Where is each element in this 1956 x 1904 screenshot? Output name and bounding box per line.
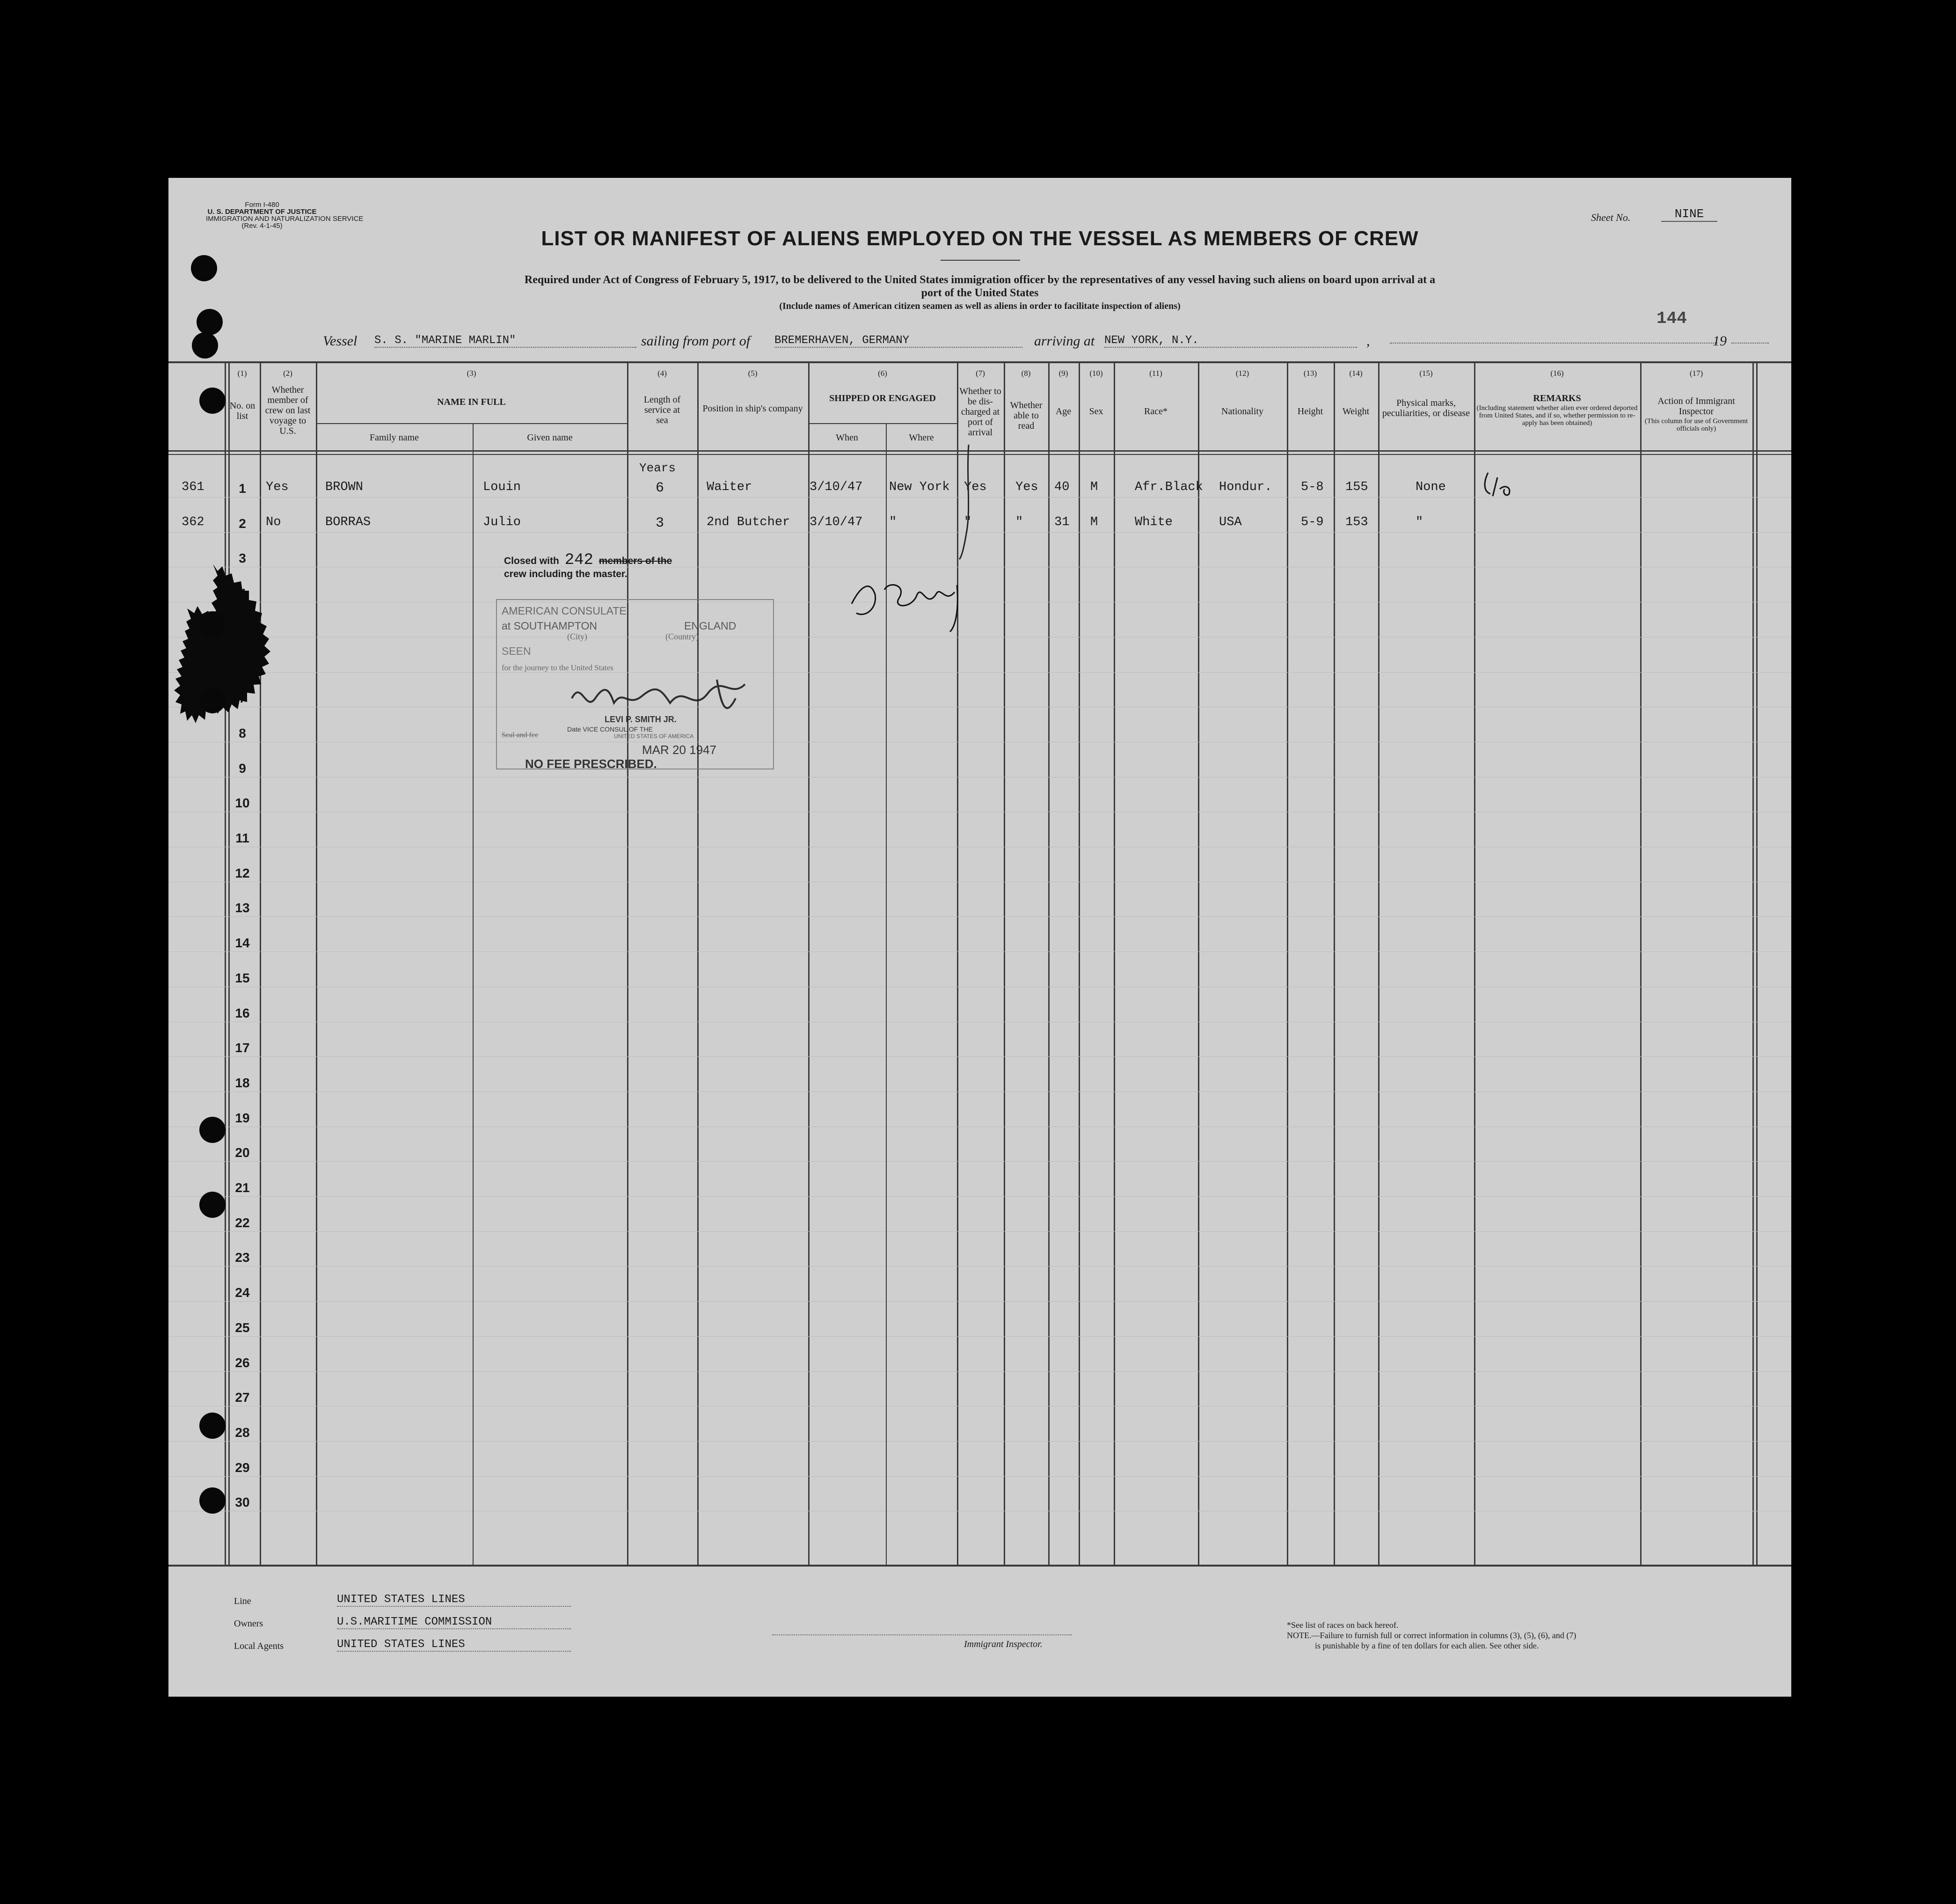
column-rule bbox=[225, 361, 226, 1565]
row-number: 10 bbox=[235, 796, 250, 810]
row-number: 18 bbox=[235, 1076, 250, 1090]
row-service: 6 bbox=[656, 480, 664, 496]
row-number: 8 bbox=[239, 726, 246, 740]
title-rule bbox=[941, 260, 1020, 261]
row-position: Waiter bbox=[707, 480, 752, 494]
row-service: 3 bbox=[656, 515, 664, 531]
footer-note-2: NOTE.—Failure to furnish full or correct information in columns (3), (5), (6), and (7) bbox=[1287, 1631, 1576, 1640]
column-rule bbox=[260, 361, 261, 1565]
binder-hole bbox=[199, 1487, 226, 1514]
stamp-seen: SEEN bbox=[502, 645, 531, 657]
col2-label: Whether member of crew on last voyage to U.S. bbox=[265, 385, 311, 436]
col14-label: Weight bbox=[1342, 406, 1370, 417]
col15-num: (15) bbox=[1419, 369, 1433, 378]
binder-hole bbox=[197, 309, 223, 335]
row-family: BORRAS bbox=[325, 515, 371, 529]
subtitle-1: Required under Act of Congress of February 5, 1917, to be delivered to the United States immigration officer by the representatives of any vessel having such aliens on board upon arrival at a bbox=[524, 274, 1436, 286]
col5-num: (5) bbox=[748, 369, 758, 378]
col3-family: Family name bbox=[370, 432, 419, 443]
row-rule bbox=[168, 1161, 1791, 1162]
row-marks: None bbox=[1416, 480, 1446, 494]
col11-label: Race* bbox=[1144, 406, 1168, 417]
form-number: Form I-480 bbox=[245, 201, 279, 209]
closed-note bbox=[504, 551, 672, 569]
column-rule bbox=[1198, 361, 1199, 1565]
subtitle-2: port of the United States bbox=[921, 287, 1039, 299]
col10-num: (10) bbox=[1089, 369, 1103, 378]
row-number: 20 bbox=[235, 1145, 250, 1160]
stamp-title bbox=[567, 725, 653, 733]
row-number: 11 bbox=[235, 831, 249, 845]
column-rule bbox=[1287, 361, 1288, 1565]
row-rule bbox=[168, 1476, 1791, 1477]
years-label: Years bbox=[639, 461, 676, 475]
col16-label: REMARKS bbox=[1533, 393, 1581, 403]
name-subheader-rule bbox=[316, 423, 627, 424]
col17-num: (17) bbox=[1689, 369, 1703, 378]
row-margin: 361 bbox=[182, 480, 204, 494]
subtitle-3: (Include names of American citizen seamen as well as aliens in order to facilitate inspection of aliens) bbox=[779, 301, 1181, 311]
port-label: sailing from port of bbox=[641, 333, 751, 349]
row-when: 3/10/47 bbox=[810, 515, 863, 529]
row-position: 2nd Butcher bbox=[707, 515, 790, 529]
row-number: 27 bbox=[235, 1390, 250, 1405]
row-marks: " bbox=[1416, 515, 1423, 529]
col7-num: (7) bbox=[976, 369, 985, 378]
row-sex: M bbox=[1090, 480, 1098, 494]
row-nationality: Hondur. bbox=[1219, 480, 1272, 494]
row-rule bbox=[168, 672, 1791, 673]
inspector-label: Immigrant Inspector. bbox=[964, 1639, 1043, 1649]
col6-label: SHIPPED OR ENGAGED bbox=[829, 393, 936, 403]
column-rule bbox=[1640, 361, 1642, 1565]
stamp-city-hint: (City) bbox=[567, 632, 587, 641]
row-number: 22 bbox=[235, 1216, 250, 1230]
table-top-rule bbox=[168, 361, 1791, 363]
binder-hole bbox=[192, 332, 218, 359]
row-number: 14 bbox=[235, 936, 250, 950]
col2-num: (2) bbox=[283, 369, 292, 378]
col14-num: (14) bbox=[1349, 369, 1363, 378]
row-race: Afr.Black bbox=[1135, 480, 1203, 494]
row-height: 5-9 bbox=[1301, 515, 1324, 529]
column-rule bbox=[1048, 361, 1050, 1565]
column-rule bbox=[627, 361, 628, 1565]
col6-when: When bbox=[836, 432, 858, 443]
row-discharged: " bbox=[964, 515, 972, 529]
stamp-date: MAR 20 1947 bbox=[642, 743, 716, 757]
row-number: 26 bbox=[235, 1355, 250, 1370]
year-line bbox=[1731, 343, 1769, 344]
row-height: 5-8 bbox=[1301, 480, 1324, 494]
col8-num: (8) bbox=[1021, 369, 1031, 378]
row-rule bbox=[168, 532, 1791, 533]
closed-prefix: Closed with bbox=[504, 556, 559, 566]
stamp-consulate: AMERICAN CONSULATE bbox=[502, 605, 627, 617]
row-weight: 153 bbox=[1345, 515, 1368, 529]
table-bottom-rule bbox=[168, 1565, 1791, 1567]
row-rule bbox=[168, 1441, 1791, 1442]
sheet-label: Sheet No. bbox=[1591, 212, 1631, 223]
row-rule bbox=[168, 1301, 1791, 1302]
row-number: 28 bbox=[235, 1425, 250, 1440]
page-title: LIST OR MANIFEST OF ALIENS EMPLOYED ON THE VESSEL AS MEMBERS OF CREW bbox=[541, 227, 1419, 250]
inspector-line bbox=[772, 1634, 1072, 1635]
row-where: New York bbox=[889, 480, 950, 494]
row-number: 25 bbox=[235, 1320, 250, 1335]
footer-note-1: *See list of races on back hereof. bbox=[1287, 1620, 1399, 1630]
row-number: 9 bbox=[239, 761, 246, 776]
row-number: 15 bbox=[235, 971, 250, 985]
row-when: 3/10/47 bbox=[810, 480, 863, 494]
column-rule bbox=[1079, 361, 1080, 1565]
binder-hole bbox=[199, 388, 226, 414]
row-margin: 362 bbox=[182, 515, 204, 529]
footer-owners: U.S.MARITIME COMMISSION bbox=[337, 1616, 571, 1629]
column-rule bbox=[1114, 361, 1115, 1565]
col6-where: Where bbox=[909, 432, 934, 443]
column-rule bbox=[1004, 361, 1005, 1565]
binder-hole bbox=[199, 687, 226, 713]
footer-agents: UNITED STATES LINES bbox=[337, 1638, 571, 1652]
col9-label: Age bbox=[1055, 406, 1072, 417]
row-age: 40 bbox=[1054, 480, 1070, 494]
stamp-title-text: VICE CONSUL OF THE bbox=[583, 725, 653, 733]
row-race: White bbox=[1135, 515, 1173, 529]
row-number: 2 bbox=[239, 516, 246, 531]
column-rule bbox=[808, 361, 810, 1565]
col16-note: (Including statement whether alien ever ordered deported from United States, and if so, whether permission to re-apply has been obtained) bbox=[1476, 404, 1638, 427]
col17-note: (This column for use of Government officials only) bbox=[1644, 417, 1748, 432]
stamp-date-label: Date bbox=[567, 725, 581, 733]
col13-label: Height bbox=[1297, 406, 1323, 417]
arriving-label: arriving at bbox=[1034, 333, 1095, 349]
closed-count: 242 bbox=[564, 551, 593, 569]
row-rule bbox=[168, 1336, 1791, 1337]
footer-agents-label: Local Agents bbox=[234, 1641, 284, 1651]
stamp-country-hint: (Country) bbox=[665, 632, 699, 641]
arriving-value: NEW YORK, N.Y. bbox=[1104, 334, 1357, 348]
column-rule bbox=[1752, 361, 1754, 1565]
stamp-seal: Seal and fee bbox=[502, 731, 539, 739]
row-number: 16 bbox=[235, 1006, 250, 1020]
row-number: 29 bbox=[235, 1460, 250, 1475]
row-number: 17 bbox=[235, 1040, 250, 1055]
binder-hole bbox=[199, 1117, 226, 1143]
col9-num: (9) bbox=[1058, 369, 1068, 378]
row-discharged: Yes bbox=[964, 480, 987, 494]
col3-given: Given name bbox=[527, 432, 573, 443]
separator-comma: , bbox=[1366, 333, 1370, 349]
binder-hole bbox=[191, 255, 217, 281]
binder-hole bbox=[199, 1192, 226, 1218]
col3-num: (3) bbox=[467, 369, 476, 378]
form-id bbox=[206, 201, 364, 230]
row-given: Julio bbox=[483, 515, 521, 529]
column-rule bbox=[697, 361, 699, 1565]
column-rule bbox=[228, 361, 230, 1565]
row-read: " bbox=[1015, 515, 1023, 529]
column-rule bbox=[316, 361, 317, 1565]
stamp-journey: for the journey to the United States bbox=[502, 663, 613, 672]
row-number: 23 bbox=[235, 1250, 250, 1265]
row-rule bbox=[168, 497, 1791, 498]
col3-label: NAME IN FULL bbox=[437, 397, 506, 407]
vessel-label: Vessel bbox=[323, 333, 358, 349]
binder-hole bbox=[199, 611, 226, 637]
stamp-fee: NO FEE PRESCRIBED. bbox=[525, 757, 657, 771]
col13-num: (13) bbox=[1303, 369, 1317, 378]
vessel-name: S. S. "MARINE MARLIN" bbox=[374, 334, 636, 348]
col4-label: Length of service at sea bbox=[643, 395, 681, 425]
row-where: " bbox=[889, 515, 897, 529]
column-rule bbox=[1378, 361, 1379, 1565]
port-value: BREMERHAVEN, GERMANY bbox=[774, 334, 1022, 348]
col5-label: Position in ship's company bbox=[702, 403, 803, 414]
column-rule bbox=[1756, 361, 1758, 1565]
col1-num: (1) bbox=[237, 369, 247, 378]
row-weight: 155 bbox=[1345, 480, 1368, 494]
stamp-country: ENGLAND bbox=[684, 620, 737, 632]
column-rule bbox=[1474, 361, 1475, 1565]
col17-label: Action of Immigrant Inspector bbox=[1657, 396, 1735, 417]
page-number: 144 bbox=[1657, 309, 1687, 328]
col10-label: Sex bbox=[1089, 406, 1103, 417]
consul-signature bbox=[567, 670, 764, 722]
row-rule bbox=[168, 1266, 1791, 1267]
sheet-number: NINE bbox=[1661, 207, 1717, 222]
form-service: IMMIGRATION AND NATURALIZATION SERVICE bbox=[206, 215, 364, 223]
form-dept: U. S. DEPARTMENT OF JUSTICE bbox=[207, 208, 317, 216]
footer-owners-label: Owners bbox=[234, 1618, 263, 1629]
footer-line-label: Line bbox=[234, 1596, 251, 1606]
row-sex: M bbox=[1090, 515, 1098, 529]
row-number: 12 bbox=[235, 866, 250, 880]
col6-num: (6) bbox=[878, 369, 887, 378]
header-bottom-rule-2 bbox=[168, 454, 1791, 455]
manifest-sheet bbox=[168, 178, 1791, 1697]
footer-note-3: is punishable by a fine of ten dollars for each alien. See other side. bbox=[1315, 1641, 1539, 1650]
row-number: 21 bbox=[235, 1180, 250, 1195]
col12-num: (12) bbox=[1235, 369, 1249, 378]
closed-suffix: members of the bbox=[598, 556, 672, 566]
stamp-officer: LEVI P. SMITH JR. bbox=[605, 715, 677, 724]
row-rule bbox=[168, 1196, 1791, 1197]
footer-line: UNITED STATES LINES bbox=[337, 1593, 571, 1607]
row-prev: Yes bbox=[266, 480, 289, 494]
inspector-initials bbox=[842, 566, 973, 632]
row-read: Yes bbox=[1015, 480, 1038, 494]
redaction-blot bbox=[168, 562, 318, 805]
row-number: 1 bbox=[239, 481, 246, 496]
column-rule bbox=[1334, 361, 1335, 1565]
ditto-stroke bbox=[952, 440, 976, 562]
year-label: 19 bbox=[1713, 333, 1727, 349]
remark-mark bbox=[1479, 468, 1521, 505]
row-age: 31 bbox=[1054, 515, 1070, 529]
closed-note-line2: crew including the master. bbox=[504, 569, 628, 579]
row-number: 19 bbox=[235, 1111, 250, 1125]
row-rule bbox=[168, 916, 1791, 917]
row-given: Louin bbox=[483, 480, 521, 494]
col7-label: Whether to be dis-charged at port of arrival bbox=[959, 386, 1001, 438]
row-rule bbox=[168, 1231, 1791, 1232]
col15-label: Physical marks, peculiarities, or disease bbox=[1382, 398, 1470, 418]
stamp-title2: UNITED STATES OF AMERICA bbox=[614, 733, 694, 740]
stamp-city: at SOUTHAMPTON bbox=[502, 620, 598, 632]
col1-label: No. on list bbox=[229, 401, 255, 421]
row-family: BROWN bbox=[325, 480, 364, 494]
row-rule bbox=[168, 1056, 1791, 1057]
col8-label: Whether able to read bbox=[1010, 400, 1043, 431]
row-number: 24 bbox=[235, 1285, 250, 1300]
row-prev: No bbox=[266, 515, 281, 529]
row-number: 3 bbox=[239, 551, 246, 565]
shipped-subheader-rule bbox=[808, 423, 957, 424]
form-rev: (Rev. 4-1-45) bbox=[241, 222, 283, 230]
row-number: 30 bbox=[235, 1495, 250, 1509]
binder-hole bbox=[199, 1413, 226, 1439]
date-line bbox=[1390, 343, 1717, 344]
col4-num: (4) bbox=[657, 369, 667, 378]
header-bottom-rule bbox=[168, 450, 1791, 452]
row-number: 13 bbox=[235, 901, 250, 915]
row-nationality: USA bbox=[1219, 515, 1242, 529]
col16-num: (16) bbox=[1550, 369, 1564, 378]
consulate-stamp bbox=[496, 599, 774, 769]
row-rule bbox=[168, 1371, 1791, 1372]
col12-label: Nationality bbox=[1221, 406, 1263, 417]
name-divider bbox=[473, 424, 474, 1565]
row-rule bbox=[168, 1091, 1791, 1092]
col11-num: (11) bbox=[1149, 369, 1162, 378]
